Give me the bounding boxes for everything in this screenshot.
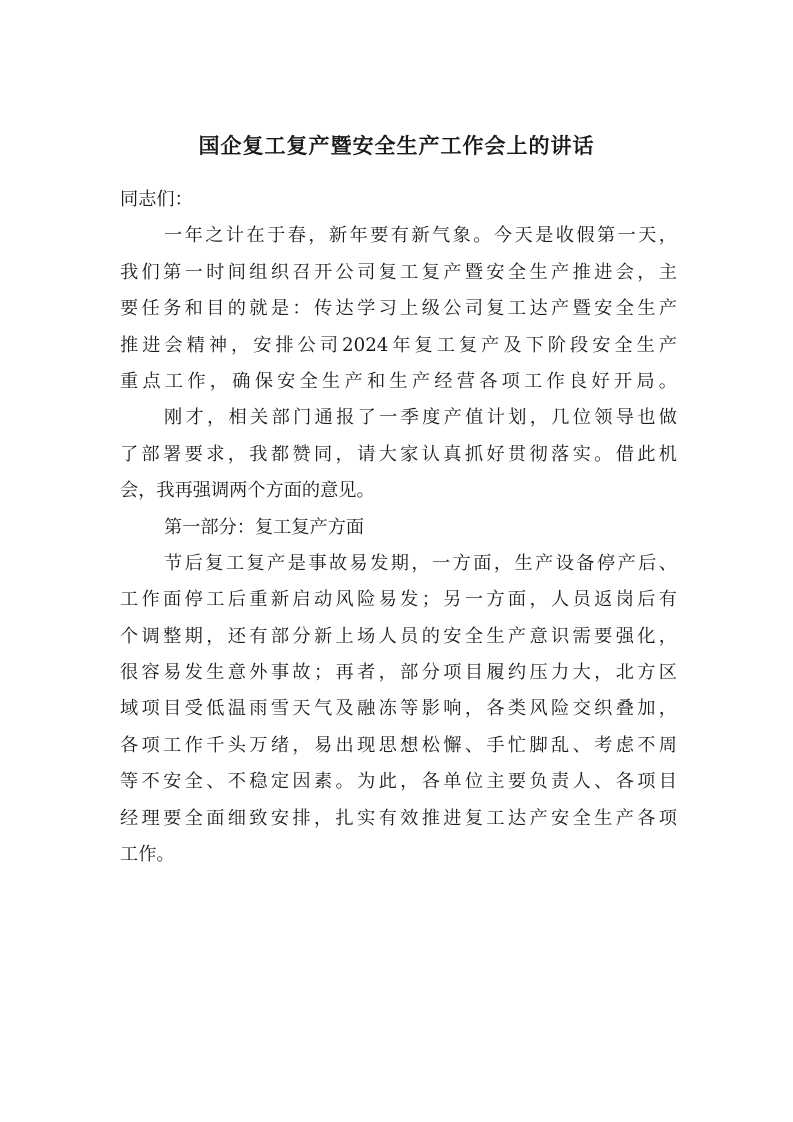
paragraph-line: 我们第一时间组织召开公司复工复产暨安全生产推进会，主 <box>120 261 677 283</box>
paragraph-line: 推进会精神，安排公司2024年复工复产及下阶段安全生产 <box>120 334 677 356</box>
paragraph-line: 重点工作，确保安全生产和生产经营各项工作良好开局。 <box>120 370 677 392</box>
paragraph-line: 了部署要求，我都赞同，请大家认真抓好贯彻落实。借此机 <box>120 443 677 465</box>
document-body <box>120 182 677 873</box>
paragraph-line: 刚才，相关部门通报了一季度产值计划，几位领导也做 <box>164 407 677 429</box>
paragraph-line: 工作。 <box>120 844 175 866</box>
paragraph-line: 要任务和目的就是：传达学习上级公司复工达产暨安全生产 <box>120 298 677 320</box>
paragraph-line: 个调整期，还有部分新上场人员的安全生产意识需要强化， <box>120 625 677 647</box>
paragraph-line: 节后复工复产是事故易发期，一方面，生产设备停产后、 <box>164 552 677 574</box>
paragraph-line: 工作面停工后重新启动风险易发；另一方面，人员返岗后有 <box>120 589 677 611</box>
paragraph-line: 各项工作千头万绪，易出现思想松懈、手忙脚乱、考虑不周 <box>120 734 677 756</box>
document-title: 国企复工复产暨安全生产工作会上的讲话 <box>198 134 595 158</box>
paragraph-remarks <box>120 400 677 509</box>
paragraph-line: 一年之计在于春，新年要有新气象。今天是收假第一天， <box>164 225 677 247</box>
paragraph-section-one <box>120 546 677 874</box>
paragraph-line: 经理要全面细致安排，扎实有效推进复工达产安全生产各项 <box>120 807 677 829</box>
paragraph-line: 很容易发生意外事故；再者，部分项目履约压力大，北方区 <box>120 662 677 684</box>
paragraph-line: 域项目受低温雨雪天气及融冻等影响，各类风险交织叠加， <box>120 698 677 720</box>
paragraph-opening <box>120 218 677 400</box>
section-heading-text: 第一部分：复工复产方面 <box>164 516 365 538</box>
section-heading <box>120 510 677 546</box>
paragraph-line: 等不安全、不稳定因素。为此，各单位主要负责人、各项目 <box>120 771 677 793</box>
paragraph-line: 会，我再强调两个方面的意见。 <box>120 480 375 502</box>
salutation: 同志们： <box>120 189 193 210</box>
